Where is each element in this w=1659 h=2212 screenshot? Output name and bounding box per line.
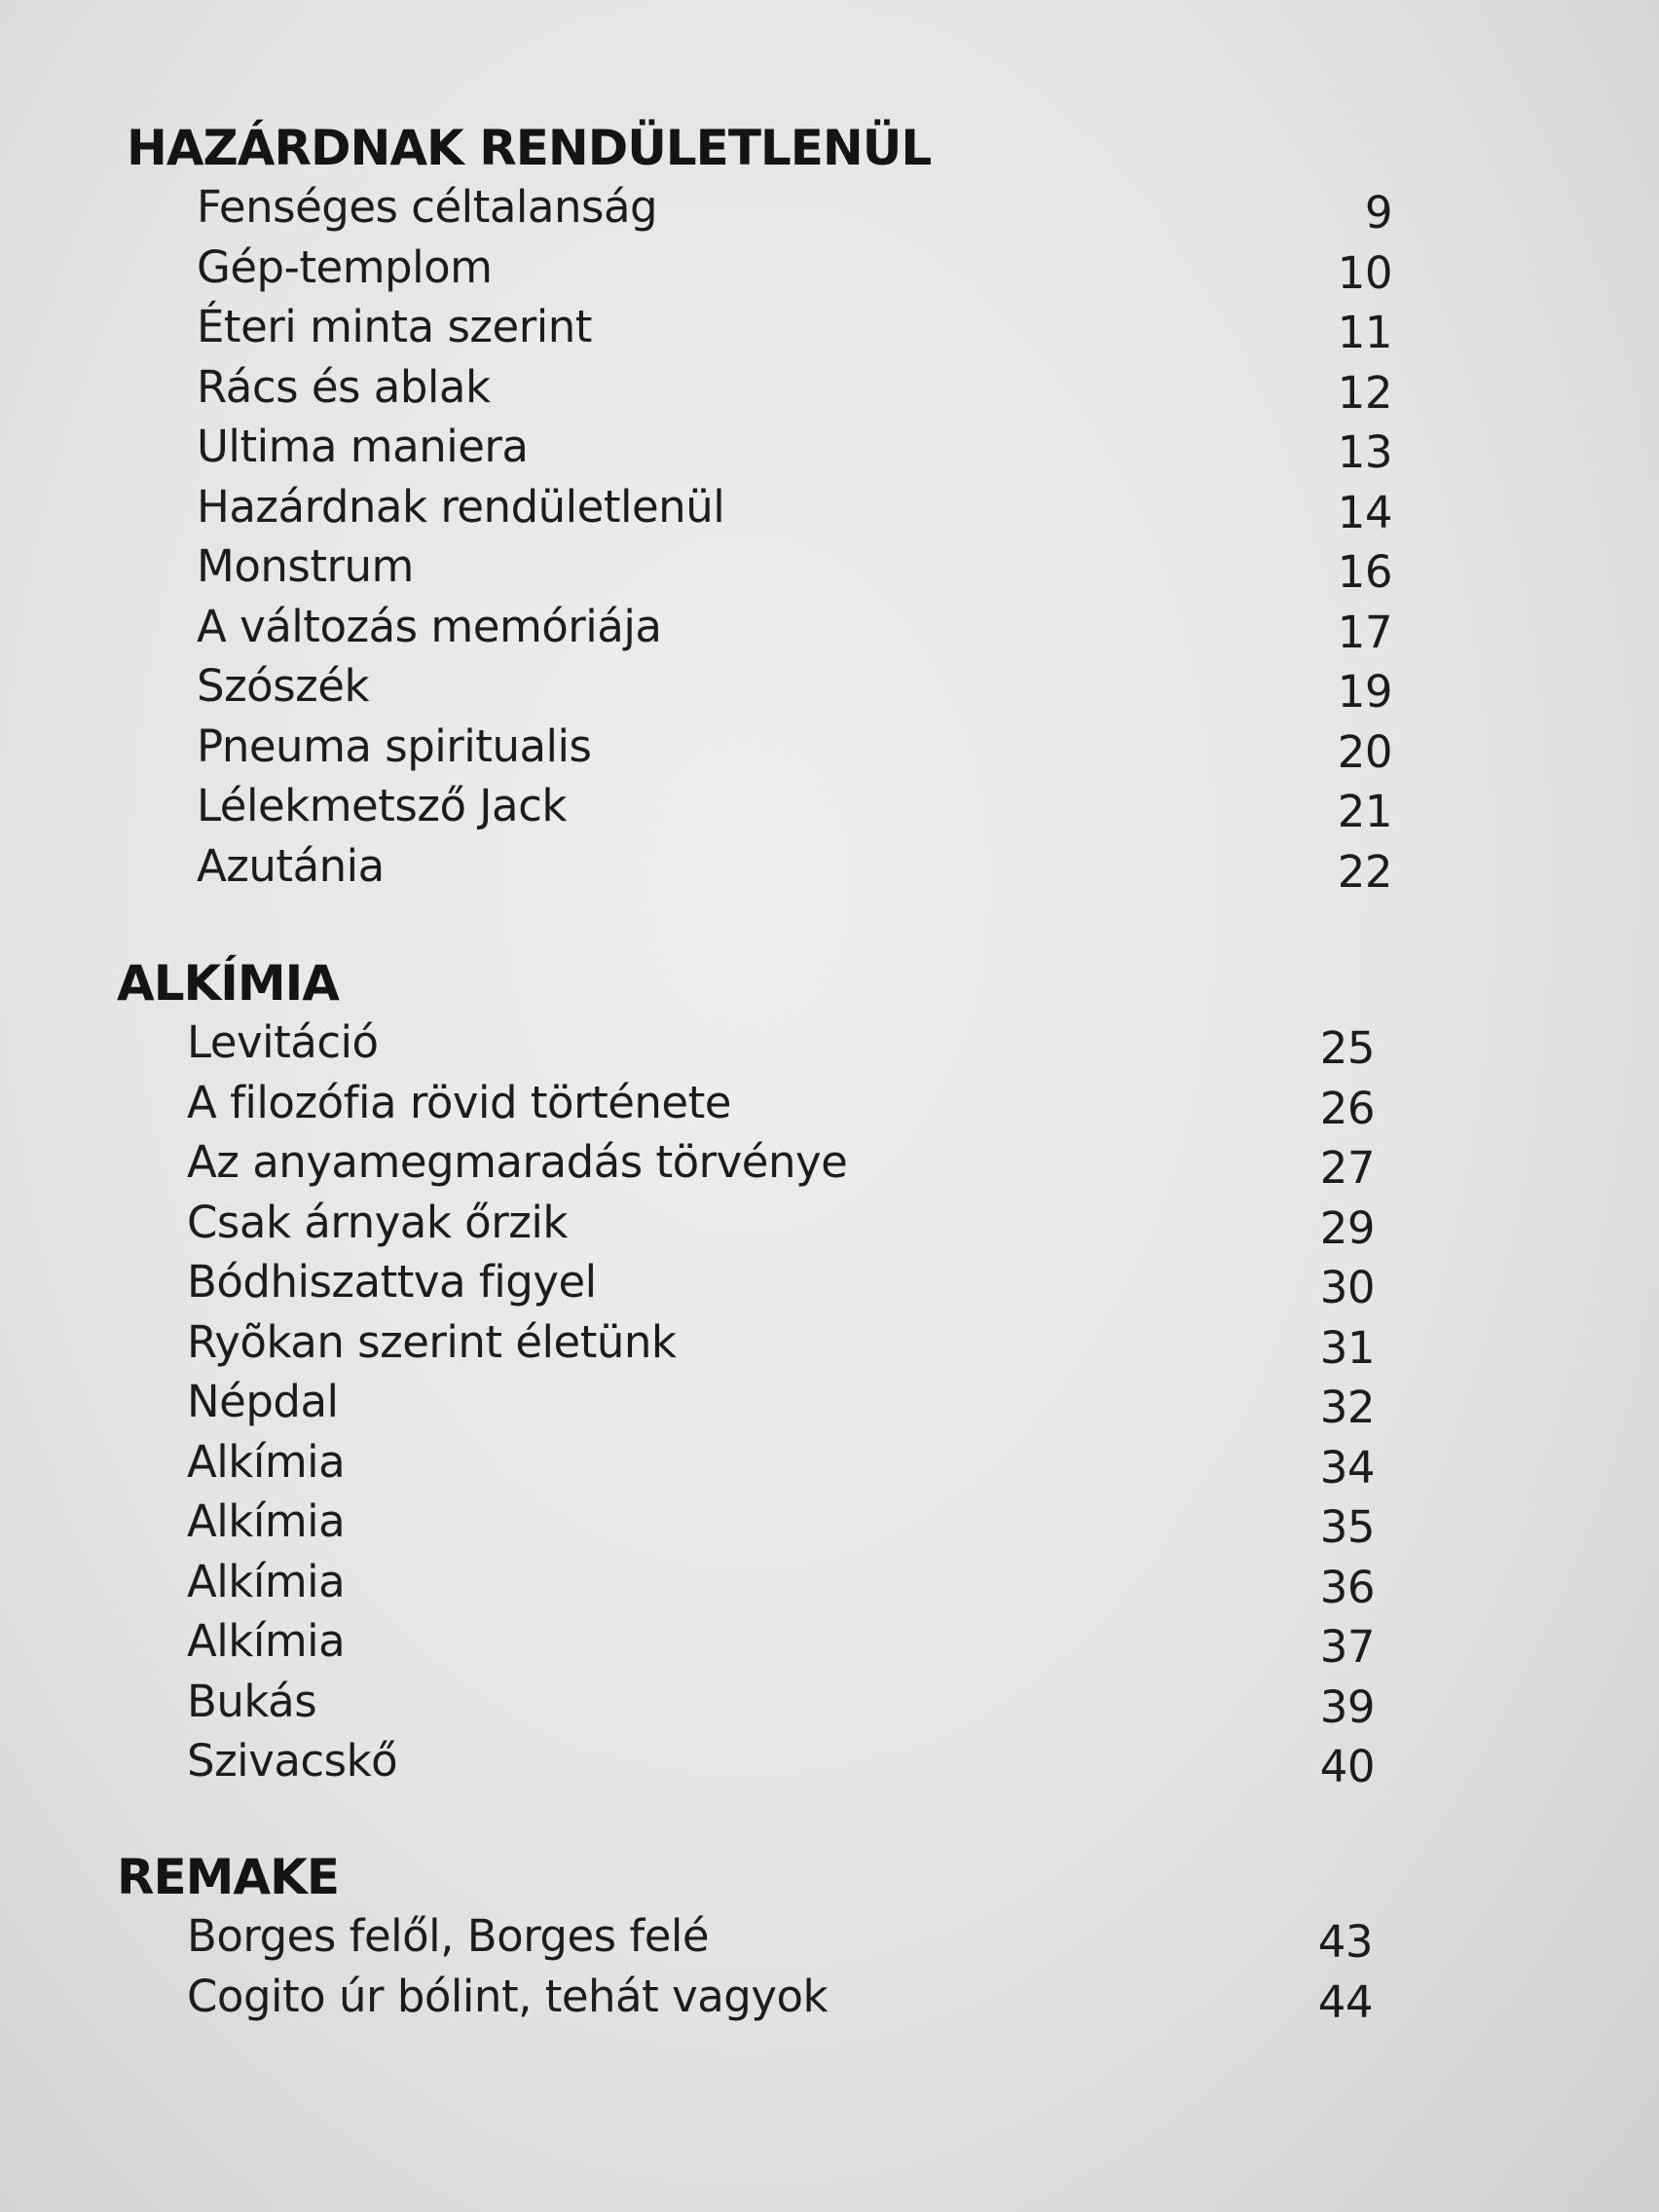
toc-entry (117, 1492, 1375, 1552)
toc-entry (117, 1193, 1375, 1253)
entry-page-number: 34 (1319, 1441, 1375, 1493)
entry-page-number: 26 (1319, 1082, 1375, 1134)
toc-entry (117, 1372, 1375, 1432)
entry-page-number: 13 (1337, 426, 1392, 478)
toc-entry (127, 477, 1392, 537)
entry-page-number: 31 (1319, 1321, 1375, 1374)
entry-title: Hazárdnak rendületlenül (197, 480, 725, 533)
section-title: REMAKE (117, 1849, 340, 1905)
entry-page-number: 43 (1317, 1916, 1373, 1968)
entry-page-number: 36 (1319, 1561, 1375, 1613)
entry-title: Bukás (187, 1675, 317, 1727)
entry-title: Levitáció (187, 1016, 379, 1068)
entry-page-number: 29 (1319, 1201, 1375, 1254)
toc-entry (127, 536, 1392, 597)
entry-title: Pneuma spiritualis (197, 719, 592, 772)
toc-entry (117, 1731, 1375, 1791)
toc-entry (127, 238, 1392, 298)
entry-title: Fenséges céltalanság (197, 181, 658, 233)
entry-page-number: 9 (1364, 187, 1392, 239)
entry-title: Alkímia (187, 1555, 346, 1607)
entry-page-number: 20 (1337, 725, 1392, 778)
entry-title: Szószék (197, 660, 370, 712)
toc-entry (117, 1611, 1375, 1672)
toc-entry (127, 656, 1392, 717)
section-title: ALKÍMIA (117, 955, 339, 1012)
toc-entry (127, 297, 1392, 357)
entry-title: Monstrum (197, 540, 414, 592)
entry-page-number: 25 (1319, 1022, 1375, 1074)
entry-title: Éteri minta szerint (197, 301, 592, 352)
toc-entry (117, 1967, 1373, 2027)
toc-entry (127, 177, 1392, 238)
toc-entry (117, 1672, 1375, 1732)
toc-entry (127, 597, 1392, 657)
toc-entry (117, 1252, 1375, 1312)
entry-page-number: 39 (1319, 1680, 1375, 1733)
toc-entry (117, 1013, 1375, 1073)
toc-entry (127, 717, 1392, 777)
entry-title: Alkímia (187, 1615, 346, 1667)
entry-page-number: 35 (1319, 1501, 1375, 1553)
toc-entry (117, 1312, 1375, 1373)
entry-page-number: 44 (1317, 1975, 1373, 2028)
toc-entry (117, 1552, 1375, 1612)
toc-section (117, 954, 1375, 1791)
entry-title: Azutánia (197, 839, 385, 892)
entry-page-number: 17 (1337, 606, 1392, 658)
entry-page-number: 14 (1337, 486, 1392, 538)
entry-title: Borges felől, Borges felé (187, 1910, 710, 1962)
entry-title: Szivacskő (187, 1735, 398, 1787)
toc-entry (117, 1432, 1375, 1493)
entry-page-number: 21 (1337, 786, 1392, 837)
entry-page-number: 10 (1337, 246, 1392, 299)
entry-title: Lélekmetsző Jack (197, 780, 567, 831)
entry-title: Népdal (187, 1376, 339, 1427)
entry-page-number: 12 (1337, 366, 1392, 419)
entry-title: Az anyamegmaradás törvénye (187, 1136, 848, 1188)
entry-title: Ryõkan szerint életünk (187, 1315, 677, 1368)
entry-page-number: 32 (1319, 1382, 1375, 1433)
entry-page-number: 27 (1319, 1142, 1375, 1194)
entry-title: Cogito úr bólint, tehát vagyok (187, 1970, 829, 2022)
entry-title: Gép-templom (197, 240, 493, 293)
toc-section (127, 119, 1392, 896)
entry-title: A filozófia rövid története (187, 1076, 731, 1128)
entry-page-number: 11 (1337, 307, 1392, 358)
toc-entry (117, 1073, 1375, 1133)
entry-page-number: 16 (1337, 546, 1392, 598)
toc-section (117, 1848, 1373, 2026)
entry-title: Bódhiszattva figyel (187, 1256, 597, 1308)
entry-title: A változás memóriája (197, 600, 662, 652)
entry-title: Ultima maniera (197, 421, 529, 472)
entry-page-number: 19 (1337, 666, 1392, 718)
toc-entry (117, 1906, 1373, 1967)
entry-page-number: 40 (1319, 1741, 1375, 1792)
entry-title: Csak árnyak őrzik (187, 1196, 568, 1248)
toc-entry (127, 836, 1392, 897)
toc-entry (127, 776, 1392, 836)
toc-entry (117, 1132, 1375, 1193)
toc-entry (127, 357, 1392, 418)
entry-title: Rács és ablak (197, 360, 491, 413)
toc-entry (127, 417, 1392, 477)
entry-title: Alkímia (187, 1435, 346, 1488)
entry-page-number: 30 (1319, 1262, 1375, 1313)
entry-page-number: 37 (1319, 1621, 1375, 1673)
section-title: HAZÁRDNAK RENDÜLETLENÜL (127, 120, 932, 176)
entry-title: Alkímia (187, 1495, 346, 1547)
entry-page-number: 22 (1337, 845, 1392, 898)
